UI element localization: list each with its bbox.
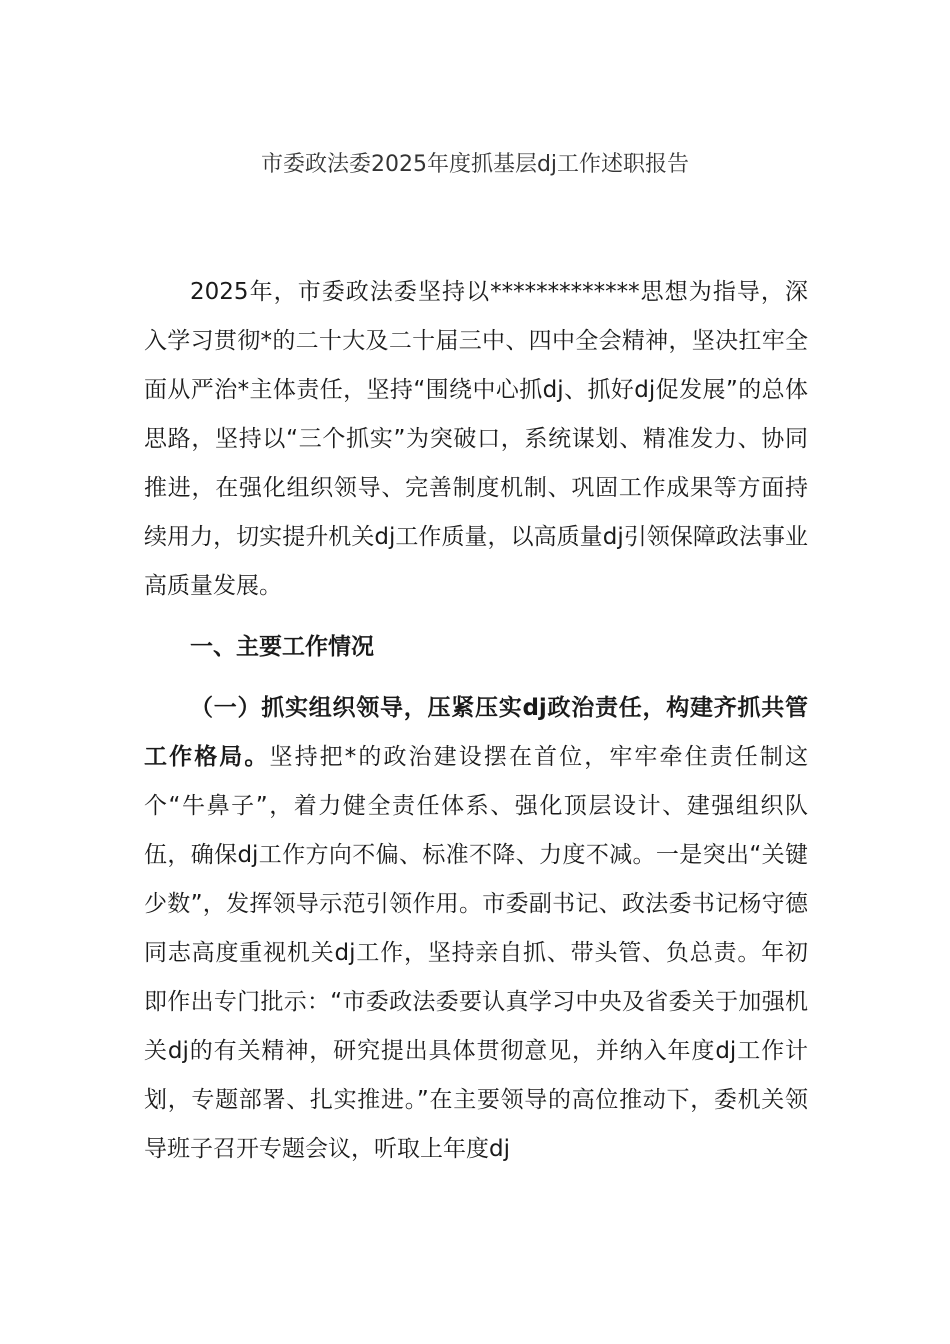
subsection-body: 坚持把*的政治建设摆在首位，牢牢牵住责任制这个“牛鼻子”，着力健全责任体系、强化顶层设计、建强组织队伍，确保dj工作方向不偏、标准不降、力度不减。一是突出“关键少数”，发挥领导示范引领作用。市委副书记、政法委书记杨守德同志高度重视机关dj工作，坚持亲自抓、带头管、负总责。年初即作出专门批示：“市委政法委要认真学习中央及省委关于加强机关dj的有关精神，研究提出具体贯彻意见，并纳入年度dj工作计划，专题部署、扎实推进。”在主要领导的高位推动下，委机关领导班子召开专题会议，听取上年度dj bbox=[144, 744, 809, 1162]
subsection-lead: （一）抓实组织领导，压紧压实dj政治责任，构建齐抓共管工作格局。 bbox=[144, 695, 808, 770]
document-title: 市委政法委2025年度抓基层dj工作述职报告 bbox=[260, 152, 690, 177]
document-body bbox=[144, 268, 808, 1174]
intro-paragraph: 2025年，市委政法委坚持以*************思想为指导，深入学习贯彻*的二十大及二十届三中、四中全会精神，坚决扛牢全面从严治*主体责任，坚持“围绕中心抓dj、抓好dj促发展”的总体思路，坚持以“三个抓实”为突破口，系统谋划、精准发力、协同推进，在强化组织领导、完善制度机制、巩固工作成果等方面持续用力，切实提升机关dj工作质量，以高质量dj引领保障政法事业高质量发展。 bbox=[144, 279, 808, 599]
section-heading: 一、主要工作情况 bbox=[190, 634, 374, 660]
subsection-paragraph bbox=[144, 684, 808, 1174]
